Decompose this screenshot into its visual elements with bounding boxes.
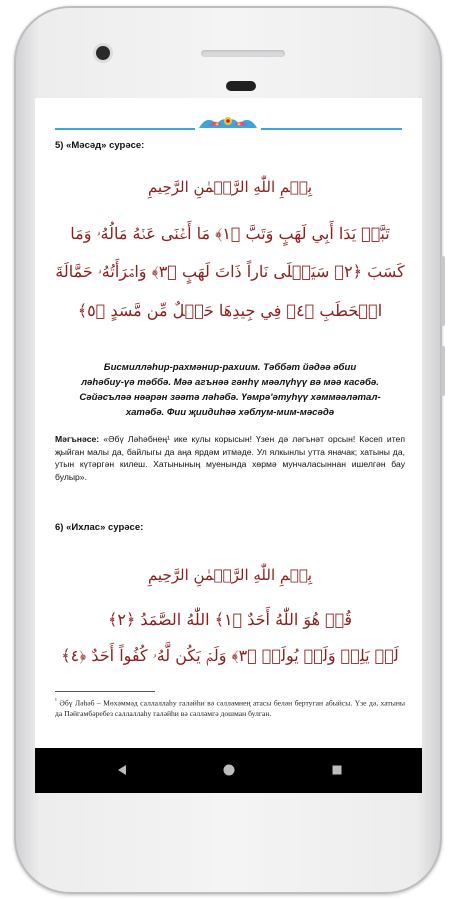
volume-button (441, 346, 445, 396)
home-button[interactable] (219, 760, 239, 780)
home-circle-icon (222, 763, 236, 777)
footnote-divider (55, 691, 155, 692)
header-ornament (35, 108, 422, 132)
front-camera-icon (96, 46, 110, 60)
transliteration-line: Сәйәсъләә нәәрән зәәтә ләһәбә. Үәмрә'әтуһүү хәммәәләтал- (79, 392, 381, 403)
meaning-label: Мәгънәсе: (55, 434, 100, 444)
recents-square-icon (331, 764, 343, 776)
transliteration-line: Бисмилләһир-рахмәнир-рахиим. Тәббәт йәдәә әбии (103, 362, 357, 373)
ayah-line: لَمۡ يَلِدۡ وَلَمۡ يُولَدۡ ﴿٣﴾ وَلَمۡ يَكُن لَّهُۥ كُفُواً أَحَدٌ ﴿٤﴾ (61, 646, 399, 665)
ayah-line: الۡحَطَبِ ﴿٤﴾ فِي جِيدِهَا حَبۡلٌ مِّن مَّسَدٍ ﴿٥﴾ (77, 301, 383, 320)
basmala-ikhlas: بِسۡمِ اللّٰهِ الرَّحۡمٰنِ الرَّحِيمِ (147, 566, 313, 584)
ayah-line: كَسَبَ ﴿٢﴾ سَيَصۡلَى نَاراً ذَاتَ لَهَبٍ ﴿٣﴾ وَامۡرَأَتُهُۥ حَمَّالَةَ (55, 262, 405, 281)
footnote-marker: ¹ (55, 697, 57, 704)
recents-button[interactable] (327, 760, 347, 780)
basmala-masad: بِسۡمِ اللّٰهِ الرَّحۡمٰنِ الرَّحِيمِ (147, 178, 313, 196)
power-button (441, 256, 445, 326)
ayah-line: قُلۡ هُوَ اللّٰهُ أَحَدٌ ﴿١﴾ اللّٰهُ الصَّمَدُ ﴿٢﴾ (107, 610, 353, 629)
section-title-ikhlas: 6) «Ихлас» сурәсе: (55, 522, 144, 533)
transliteration-line: хатәбә. Фии җиидиһәә хәблум-мим-мәсәдә (125, 407, 335, 418)
ayah-line: تَبَّتۡ يَدَا أَبِي لَهَبٍ وَتَبَّ ﴿١﴾ مَا أَغۡنَى عَنۡهُ مَالُهُۥ وَمَا (70, 224, 390, 243)
app-screen (35, 98, 422, 793)
floral-ornament-icon (195, 112, 261, 132)
section-title-masad: 5) «Мәсәд» сурәсе: (55, 140, 145, 151)
footnote-text: Әбү Ләһәб – Мөхәммәд саллаллаһу галәйһи вә сәлләмнең атасы белән бертуган абыйсы. Үзе дә, хатыны да Пәйгамбәребез саллаллаһу галәйһи вә сәлләмгә дошман булган. (55, 698, 406, 719)
proximity-sensor (226, 81, 256, 91)
earpiece-speaker (201, 50, 285, 57)
meaning-text: «Әбү Ләһәбнең¹ ике кулы корысын! Үзен дә ләгънәт орсын! Кәсеп итеп җыйган малы да, байлыгы да аңа ярдәм итмәде. Ул ялкынлы утта яначак; хатыны да, утын күтәргән килеш. Хатынының муенында хөрмә мунчаласыннан ишелгән бау булыр». (55, 434, 405, 482)
transliteration-line: ләһәбиу-үә тәббә. Мәә агънәә гәнһү мәәлүһүү вә мәә касәбә. (81, 377, 379, 388)
meaning-paragraph (55, 433, 405, 483)
android-nav-bar (35, 748, 422, 793)
back-triangle-icon (116, 764, 128, 776)
footnote (55, 696, 405, 720)
back-button[interactable] (112, 760, 132, 780)
